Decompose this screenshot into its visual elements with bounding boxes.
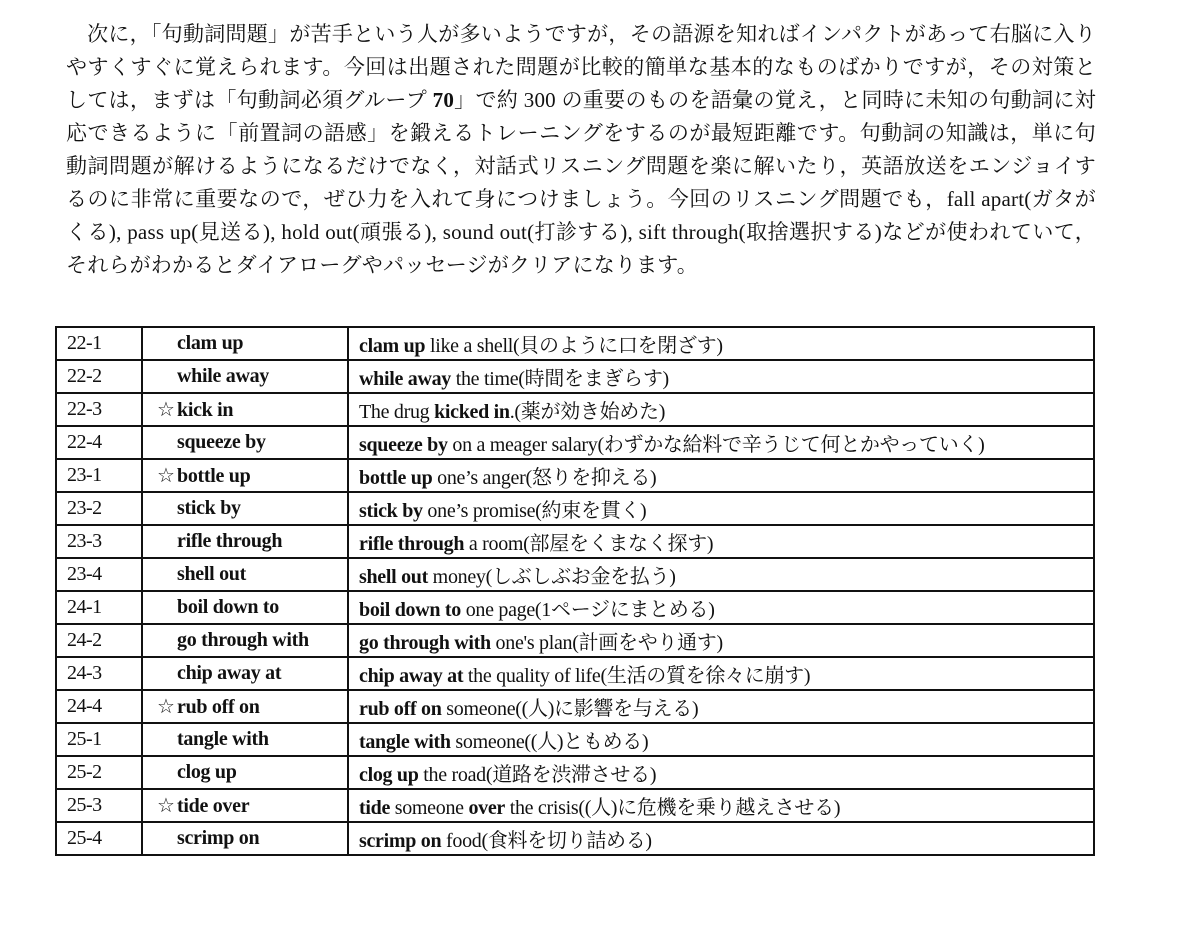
example-phrase-bold: scrimp on bbox=[359, 830, 442, 852]
phrasal-verb-cell bbox=[142, 492, 348, 525]
intro-paragraph bbox=[66, 18, 1096, 282]
example-text: the time(時間をまぎらす) bbox=[451, 368, 669, 390]
example-cell bbox=[348, 822, 1094, 855]
phrasal-verb-text: clog up bbox=[177, 761, 237, 783]
example-cell bbox=[348, 591, 1094, 624]
example-phrase-bold: squeeze by bbox=[359, 434, 448, 456]
example-text: .(薬が効き始めた) bbox=[509, 401, 666, 423]
example-phrase-bold: rub off on bbox=[359, 698, 442, 720]
phrasal-verb-cell bbox=[142, 789, 348, 822]
phrasal-verb-cell bbox=[142, 327, 348, 360]
example-phrase-bold: bottle up bbox=[359, 467, 433, 489]
phrasal-verb-text: rub off on bbox=[177, 696, 260, 718]
example-cell bbox=[348, 690, 1094, 723]
phrasal-verb-cell bbox=[142, 558, 348, 591]
intro-bold-number: 70 bbox=[432, 88, 455, 112]
example-cell bbox=[348, 789, 1094, 822]
table-row bbox=[56, 558, 1094, 591]
example-cell bbox=[348, 459, 1094, 492]
example-phrase-bold: clog up bbox=[359, 764, 419, 786]
phrasal-verb-text: bottle up bbox=[177, 465, 251, 487]
example-text: someone((人)ともめる) bbox=[450, 731, 649, 753]
phrasal-verb-text: while away bbox=[177, 365, 270, 387]
star-icon: ☆ bbox=[157, 696, 175, 718]
question-number-cell: 22-4 bbox=[56, 426, 142, 459]
phrasal-verb-text: go through with bbox=[177, 629, 309, 651]
table-row bbox=[56, 393, 1094, 426]
example-phrase-bold: shell out bbox=[359, 566, 428, 588]
phrasal-verb-table bbox=[55, 326, 1095, 856]
example-cell bbox=[348, 327, 1094, 360]
intro-text-part-1: 次に，「句動詞問題」が苦手という人が多いようですが，その語源を知ればインパクトがあって右脳に入りやすくすぐに覚えられます。今回は出題された問題が比較的簡単な基本的なものばかりですが，その対策としては，まずは「句動詞必須グループ bbox=[66, 22, 1096, 112]
table-row bbox=[56, 723, 1094, 756]
question-number-cell: 25-2 bbox=[56, 756, 142, 789]
table-row bbox=[56, 426, 1094, 459]
example-text: someone((人)に影響を与える) bbox=[441, 698, 699, 720]
example-text: the quality of life(生活の質を徐々に崩す) bbox=[463, 665, 811, 687]
question-number-cell: 23-1 bbox=[56, 459, 142, 492]
phrasal-verb-cell bbox=[142, 690, 348, 723]
example-phrase-bold: over bbox=[468, 797, 505, 819]
question-number-cell: 25-3 bbox=[56, 789, 142, 822]
star-icon: ☆ bbox=[157, 795, 175, 817]
table-row bbox=[56, 789, 1094, 822]
table-row bbox=[56, 327, 1094, 360]
table-row bbox=[56, 756, 1094, 789]
table-row bbox=[56, 657, 1094, 690]
phrasal-verb-cell bbox=[142, 459, 348, 492]
phrasal-verb-cell bbox=[142, 591, 348, 624]
example-cell bbox=[348, 756, 1094, 789]
example-cell bbox=[348, 393, 1094, 426]
phrasal-verb-table-body bbox=[56, 327, 1094, 855]
phrasal-verb-text: kick in bbox=[177, 399, 234, 421]
example-text: a room(部屋をくまなく探す) bbox=[464, 533, 714, 555]
example-cell bbox=[348, 624, 1094, 657]
example-cell bbox=[348, 558, 1094, 591]
phrasal-verb-text: chip away at bbox=[177, 662, 282, 684]
example-phrase-bold: chip away at bbox=[359, 665, 464, 687]
example-text: one’s promise(約束を貫く) bbox=[422, 500, 647, 522]
phrasal-verb-text: rifle through bbox=[177, 530, 283, 552]
example-cell bbox=[348, 426, 1094, 459]
phrasal-verb-cell bbox=[142, 822, 348, 855]
example-phrase-bold: while away bbox=[359, 368, 452, 390]
table-row bbox=[56, 822, 1094, 855]
example-phrase-bold: go through with bbox=[359, 632, 491, 654]
example-phrase-bold: boil down to bbox=[359, 599, 461, 621]
example-text: one page(1ページにまとめる) bbox=[461, 599, 715, 621]
phrasal-verb-text: scrimp on bbox=[177, 827, 260, 849]
phrasal-verb-text: stick by bbox=[177, 497, 241, 519]
example-text: The drug bbox=[359, 401, 435, 423]
star-icon: ☆ bbox=[157, 465, 175, 487]
phrasal-verb-text: boil down to bbox=[177, 596, 279, 618]
phrasal-verb-text: shell out bbox=[177, 563, 246, 585]
question-number-cell: 22-1 bbox=[56, 327, 142, 360]
phrasal-verb-text: squeeze by bbox=[177, 431, 266, 453]
question-number-cell: 25-1 bbox=[56, 723, 142, 756]
question-number-cell: 23-4 bbox=[56, 558, 142, 591]
example-text: one’s anger(怒りを抑える) bbox=[432, 467, 657, 489]
star-icon: ☆ bbox=[157, 399, 175, 421]
phrasal-verb-cell bbox=[142, 393, 348, 426]
phrasal-verb-text: tangle with bbox=[177, 728, 269, 750]
intro-text-part-2: 」で約 300 の重要のものを語彙の覚え，と同時に未知の句動詞に対応できるように「前置詞の語感」を鍛えるトレーニングをするのが最短距離です。句動詞の知識は，単に句動詞問題が解けるようになるだけでなく，対話式リスニング問題を楽に解いたり，英語放送をエンジョイするのに非常に重要なので，ぜひ力を入れて身につけましょう。今回のリスニング問題でも，fall apart(ガタがくる), pass up(見送る), hold out(頑張る), sound out(打診する), sift through(取捨選択する)などが使われていて，それらがわかるとダイアローグやパッセージがクリアになります。 bbox=[66, 88, 1097, 277]
table-row bbox=[56, 360, 1094, 393]
example-cell bbox=[348, 525, 1094, 558]
example-text: food(食料を切り詰める) bbox=[441, 830, 652, 852]
example-text: one's plan(計画をやり通す) bbox=[490, 632, 723, 654]
phrasal-verb-cell bbox=[142, 624, 348, 657]
table-row bbox=[56, 624, 1094, 657]
phrasal-verb-cell bbox=[142, 426, 348, 459]
question-number-cell: 24-2 bbox=[56, 624, 142, 657]
question-number-cell: 24-1 bbox=[56, 591, 142, 624]
example-phrase-bold: kicked in bbox=[434, 401, 510, 423]
question-number-cell: 25-4 bbox=[56, 822, 142, 855]
example-cell bbox=[348, 492, 1094, 525]
example-text: like a shell(貝のように口を閉ざす) bbox=[425, 335, 723, 357]
table-row bbox=[56, 459, 1094, 492]
example-text: someone bbox=[390, 797, 469, 819]
phrasal-verb-text: clam up bbox=[177, 332, 244, 354]
example-text: the road(道路を渋滞させる) bbox=[418, 764, 657, 786]
example-phrase-bold: stick by bbox=[359, 500, 423, 522]
example-phrase-bold: tide bbox=[359, 797, 391, 819]
example-phrase-bold: clam up bbox=[359, 335, 426, 357]
example-phrase-bold: rifle through bbox=[359, 533, 465, 555]
question-number-cell: 22-3 bbox=[56, 393, 142, 426]
question-number-cell: 24-3 bbox=[56, 657, 142, 690]
table-row bbox=[56, 591, 1094, 624]
phrasal-verb-text: tide over bbox=[177, 795, 250, 817]
example-text: on a meager salary(わずかな給料で辛うじて何とかやっていく) bbox=[447, 434, 985, 456]
table-row bbox=[56, 525, 1094, 558]
example-text: the crisis((人)に危機を乗り越えさせる) bbox=[505, 797, 841, 819]
phrasal-verb-cell bbox=[142, 657, 348, 690]
phrasal-verb-cell bbox=[142, 723, 348, 756]
table-row bbox=[56, 690, 1094, 723]
example-text: money(しぶしぶお金を払う) bbox=[427, 566, 676, 588]
example-cell bbox=[348, 723, 1094, 756]
question-number-cell: 24-4 bbox=[56, 690, 142, 723]
example-phrase-bold: tangle with bbox=[359, 731, 451, 753]
question-number-cell: 23-3 bbox=[56, 525, 142, 558]
phrasal-verb-cell bbox=[142, 360, 348, 393]
phrasal-verb-cell bbox=[142, 756, 348, 789]
example-cell bbox=[348, 360, 1094, 393]
example-cell bbox=[348, 657, 1094, 690]
question-number-cell: 23-2 bbox=[56, 492, 142, 525]
phrasal-verb-cell bbox=[142, 525, 348, 558]
question-number-cell: 22-2 bbox=[56, 360, 142, 393]
table-row bbox=[56, 492, 1094, 525]
